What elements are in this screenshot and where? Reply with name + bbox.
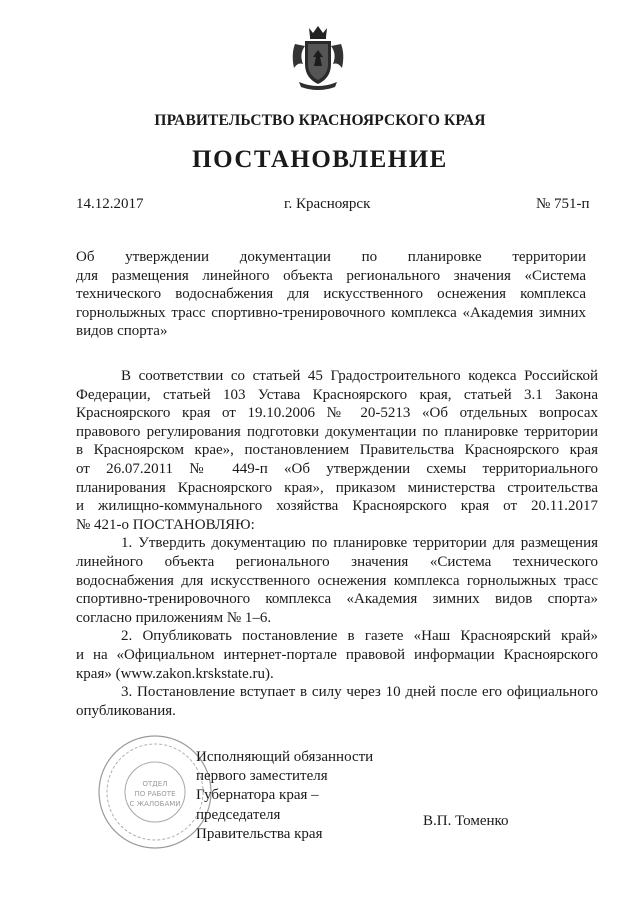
signatory-position xyxy=(196,748,373,844)
body-line: в Красноярском крае», постановлением Правительства Красноярского края xyxy=(76,442,598,459)
subject-line: технического водоснабжения для искусственного оснежения комплекса xyxy=(76,286,586,303)
body-line: спортивно-тренировочного комплекса «Академия зимних видов спорта» xyxy=(76,591,598,608)
item-1-paragraph xyxy=(76,534,598,627)
signatory-line: Губернатора края – xyxy=(196,787,319,804)
body-line: 1. Утвердить документацию по планировке территории для размещения xyxy=(121,535,598,552)
body-line: Федерации, статьей 103 Устава Красноярского края, статьей 3.1 Закона xyxy=(76,386,598,403)
svg-text:С ЖАЛОБАМИ: С ЖАЛОБАМИ xyxy=(129,800,181,808)
signatory-name: В.П. Томенко xyxy=(423,813,509,829)
body-line: от 26.07.2011 № 449-п «Об утверждении схемы территориального xyxy=(76,460,598,477)
subject-line: Об утверждении документации по планировке территории xyxy=(76,249,586,265)
coat-of-arms-icon xyxy=(289,24,347,92)
document-subject xyxy=(76,248,586,341)
body-line: планирования Красноярского края», приказом министерства строительства xyxy=(76,479,598,496)
signatory-line: Исполняющий обязанности xyxy=(196,749,374,765)
body-line: Красноярского края от 19.10.2006 № 20-5213 «Об отдельных вопросах xyxy=(76,405,598,422)
signatory-line: Правительства края xyxy=(196,825,323,842)
svg-text:ОТДЕЛ: ОТДЕЛ xyxy=(142,780,168,788)
document-date: 14.12.2017 xyxy=(76,196,144,212)
subject-line: для размещения линейного объекта регионального значения «Система xyxy=(76,267,586,284)
body-line: правового регулирования подготовки документации по планировке территории xyxy=(76,423,598,440)
subject-line: видов спорта» xyxy=(76,323,168,340)
body-line: согласно приложениям № 1–6. xyxy=(76,609,272,626)
signatory-line: первого заместителя xyxy=(196,768,328,785)
government-name: ПРАВИТЕЛЬСТВО КРАСНОЯРСКОГО КРАЯ xyxy=(154,112,486,129)
document-number: № 751-п xyxy=(536,196,590,212)
preamble-paragraph xyxy=(76,367,598,534)
document-city: г. Красноярск xyxy=(284,196,371,212)
body-line: края» (www.zakon.krskstate.ru). xyxy=(76,665,274,682)
body-line: В соответствии со статьей 45 Градостроительного кодекса Российской xyxy=(121,368,598,384)
body-line: 3. Постановление вступает в силу через 10 дней после его официального xyxy=(121,684,598,701)
body-line: линейного объекта регионального значения «Система технического xyxy=(76,553,598,570)
body-line: 2. Опубликовать постановление в газете «Наш Красноярский край» xyxy=(121,628,598,645)
body-line: и на «Официальном интернет-портале правовой информации Красноярского xyxy=(76,646,598,663)
item-2-paragraph xyxy=(76,627,598,683)
svg-text:ПО РАБОТЕ: ПО РАБОТЕ xyxy=(134,790,176,798)
document-type-title: ПОСТАНОВЛЕНИЕ xyxy=(192,146,448,173)
item-3-paragraph xyxy=(76,683,598,720)
subject-line: горнолыжных трасс спортивно-тренировочного комплекса «Академия зимних xyxy=(76,304,586,321)
body-line: и жилищно-коммунального хозяйства Красноярского края от 20.11.2017 xyxy=(76,498,598,515)
document-body xyxy=(76,367,598,720)
body-line: водоснабжения для искусственного оснежения комплекса горнолыжных трасс xyxy=(76,572,598,589)
signatory-line: председателя xyxy=(196,806,281,823)
body-line: № 421-о ПОСТАНОВЛЯЮ: xyxy=(76,516,255,533)
body-line: опубликования. xyxy=(76,702,176,719)
